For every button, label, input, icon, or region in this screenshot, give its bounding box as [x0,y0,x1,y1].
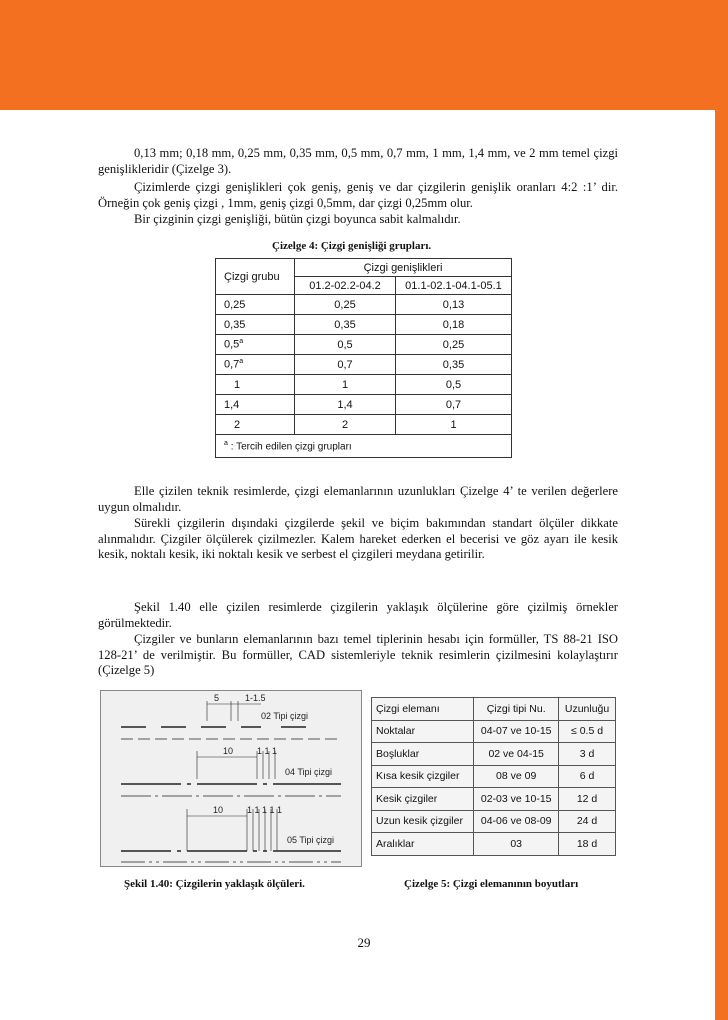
table5-caption: Çizelge 5: Çizgi elemanının boyutları [404,878,579,890]
table-header: Çizgi elemanı Çizgi tipi Nu. Uzunluğu [372,698,616,721]
col-widths-header: Çizgi genişlikleri [295,259,512,277]
paragraph-2: Çizimlerde çizgi genişlikleri çok geniş, geniş ve dar çizgilerin genişlik oranları 4:2 :1’ dir. Örneğin çok geniş çizgi , 1mm, geniş çizgi 0,5mm, dar çizgi 0,25mm olur. [98,180,618,210]
table-row: 1 1 0,5 [216,375,512,395]
col-group-header: Çizgi grubu [216,259,295,295]
dim-10b: 10 [213,805,224,815]
table-row: Noktalar 04-07 ve 10-15 ≤ 0.5 d [372,720,616,743]
line-dimensions-figure [100,690,362,867]
paragraph-6: Şekil 1.40 elle çizilen resimlerde çizgilerin yaklaşık ölçülerine göre çizilmiş örnekler görülmektedir. [98,600,618,630]
line-element-table [371,697,616,856]
paragraph-4: Elle çizilen teknik resimlerde, çizgi elemanlarının uzunlukları Çizelge 4’ te verilen değerlere uygun olmalıdır. [98,484,618,514]
side-bar [715,0,728,1020]
page-number: 29 [357,935,371,950]
label-05: 05 Tipi çizgi [287,835,335,845]
paragraph-1: 0,13 mm; 0,18 mm, 0,25 mm, 0,35 mm, 0,5 mm, 0,7 mm, 1 mm, 1,4 mm, ve 2 mm temel çizgi genişlikleridir (Çizelge 3). [98,146,618,176]
dim-111: 1 1 1 [257,746,278,756]
table-row: 1,4 1,4 0,7 [216,395,512,415]
table-row: Kısa kesik çizgiler 08 ve 09 6 d [372,765,616,788]
table-row: Uzun kesik çizgiler 04-06 ve 08-09 24 d [372,810,616,833]
dim-10a: 10 [223,746,234,756]
table-row: 0,7$^a$ 0,7 0,35 [216,355,512,375]
table-row: 2 2 1 [216,415,512,435]
paragraph-3: Bir çizginin çizgi genişliği, bütün çizgi boyunca sabit kalmalıdır. [134,212,461,226]
dim-5: 5 [214,693,220,703]
table4-note: $^a$ : Tercih edilen çizgi grupları [216,435,512,458]
dim-1-15: 1-1.5 [245,693,266,703]
sub-header-1: 01.2-02.2-04.2 [295,277,396,295]
table-row: 0,25 0,25 0,13 [216,295,512,315]
line-width-table [215,258,512,458]
table-row: 0,35 0,35 0,18 [216,315,512,335]
table-row: 0,5$^a$ 0,5 0,25 [216,335,512,355]
table-row: Kesik çizgiler 02-03 ve 10-15 12 d [372,788,616,811]
header-bar [0,0,728,110]
sub-header-2: 01.1-02.1-04.1-05.1 [396,277,512,295]
table-row: Boşluklar 02 ve 04-15 3 d [372,743,616,766]
table4-caption: Çizelge 4: Çizgi genişliği grupları. [272,240,432,252]
dim-11111: 1 1 1 1 1 [247,805,283,815]
label-02: 02 Tipi çizgi [261,711,309,721]
paragraph-7: Çizgiler ve bunların elemanlarının bazı temel tiplerinin hesabı için formüller, TS 88-21 ISO 128-21’ de verilmiştir. Bu formüller, CAD sistemleriyle teknik resimlerin çizilmesini kolaylaştırır (Çizelge 5) [98,632,618,678]
paragraph-5: Sürekli çizgilerin dışındaki çizgilerde şekil ve biçim bakımından standart ölçüler dikkate alınmalıdır. Çizgiler ölçülerek çizilmezler. Kalem hareket ederken el becerisi ve göz ayarı ile kesik kesik, noktalı kesik, iki noktalı kesik ve serbest el çizgileri meydana getirilir. [98,516,618,562]
label-04: 04 Tipi çizgi [285,767,333,777]
table-row: Aralıklar 03 18 d [372,833,616,856]
figure-caption: Şekil 1.40: Çizgilerin yaklaşık ölçüleri. [124,878,305,890]
